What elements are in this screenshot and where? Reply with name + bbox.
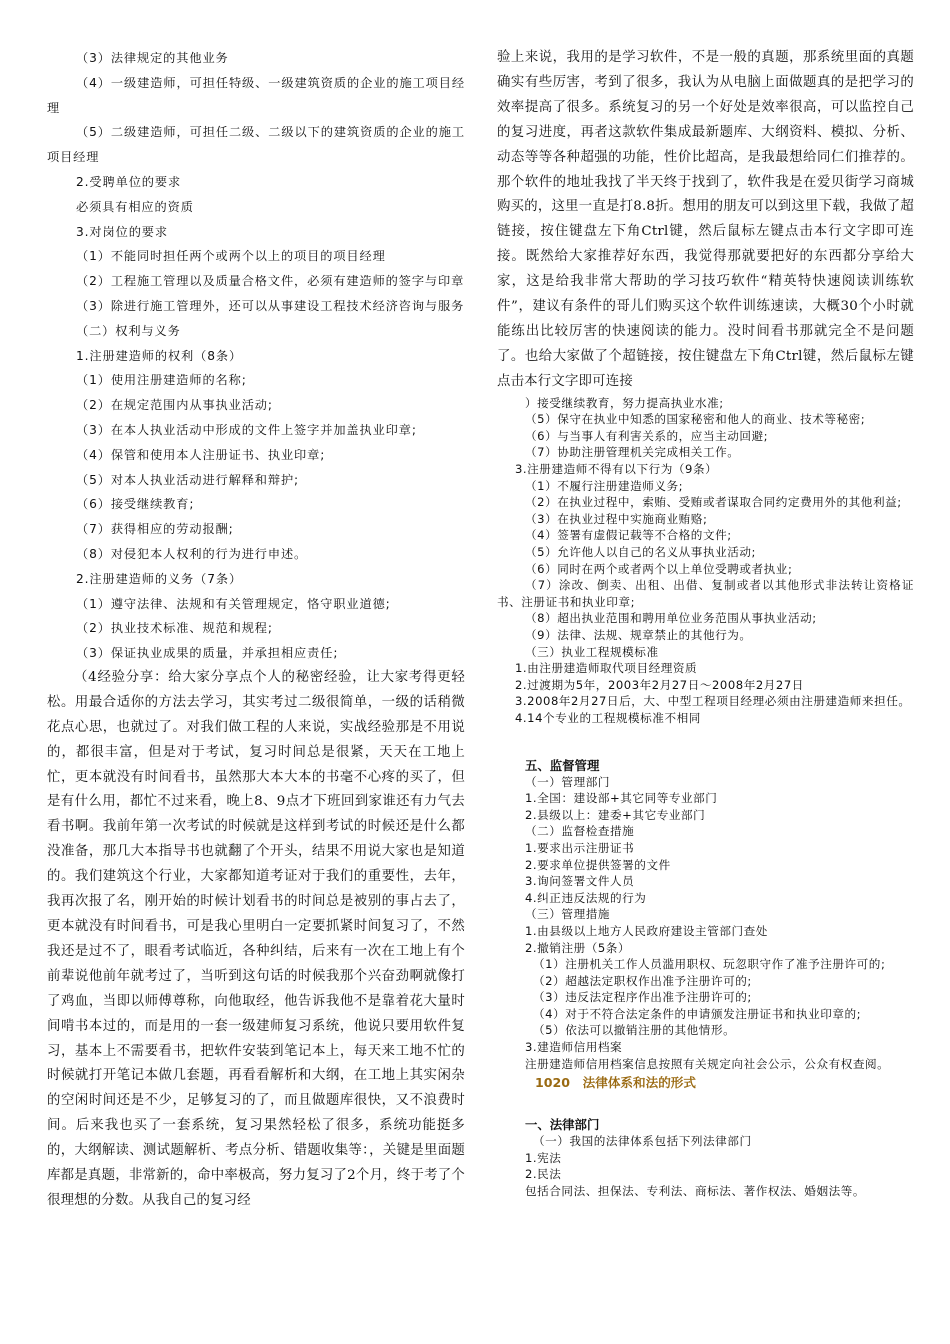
text-line: （6）同时在两个或者两个以上单位受聘或者执业; — [525, 561, 793, 576]
section-title: 1020 法律体系和法的形式 — [535, 1075, 696, 1091]
text-line: （4）保管和使用本人注册证书、执业印章; — [76, 447, 326, 462]
heading-legal-branches: 一、法律部门 — [525, 1117, 600, 1133]
text-line: （一）我国的法律体系包括下列法律部门 — [533, 1134, 752, 1149]
text-line: （1）注册机关工作人员滥用职权、玩忽职守作了准予注册许可的; — [533, 957, 886, 972]
text-line: （3）法律规定的其他业务 — [76, 51, 229, 65]
text-line: 4.纠正违反法规的行为 — [525, 890, 647, 905]
text-line: （5）二级建造师，可担任二级、二级以下的建筑资质的企业的施工项目经理 — [47, 125, 465, 165]
text-line: （三）执业工程规模标准 — [525, 644, 659, 659]
text-line: （6）接受继续教育; — [76, 497, 195, 512]
text-line: （1）不履行注册建造师义务; — [525, 478, 684, 493]
text-line: 3.询问签署文件人员 — [525, 874, 635, 889]
text-line: ）接受继续教育，努力提高执业水准; — [525, 395, 724, 410]
text-line: 2.民法 — [525, 1167, 562, 1182]
text-line: （9）法律、法规、规章禁止的其他行为。 — [525, 628, 752, 642]
text-line: （3）违反法定程序作出准予注册许可的; — [533, 990, 752, 1005]
text-line: （二）权利与义务 — [76, 323, 181, 338]
text-line: （3）保证执业成果的质量，并承担相应责任; — [76, 646, 339, 661]
text-line: （4）签署有虚假记载等不合格的文件; — [525, 528, 732, 543]
text-line: （2）工程施工管理以及质量合格文件，必须有建造师的签字与印章 — [76, 274, 465, 289]
text-line: （2）在执业过程中，索贿、受贿或者谋取合同约定费用外的其他利益; — [525, 495, 902, 510]
text-line: （2）超越法定职权作出准予注册许可的; — [533, 973, 752, 988]
text-line: （3）在本人执业活动中形成的文件上签字并加盖执业印章; — [76, 422, 417, 437]
experience-paragraph-continued: 验上来说，我用的是学习软件，不是一般的真题，那系统里面的真题确实有些厉害，考到了很多，我认为从电脑上面做题真的是把学习的效率提高了很多。系统复习的另一个好处是效率很高，可以监控自己的复习进度，再者这款软件集成最新题库、大纲资料、模拟、分析、动态等等各种超强的功能，性价比超高，是我最想给同仁们推荐的。那个软件的地址我找了半天终于找到了，软件我是在爱贝街学习商城购买的，这里一直是打8.8折。想用的朋友可以到这里下载，我做了超链接，按住键盘左下角Ctrl键，然后鼠标左键点击本行文字即可连接。既然给大家推荐好东西，我觉得那就要把好的东西都分享给大家，这是给我非常大帮助的学习技巧软件“精英特快速阅读训练软件”，建议有条件的哥儿们购买这个软件训练速读，大概30个小时就能练出比较厉害的快速阅读的能力。没时间看书那就完全不是问题了。也给大家做了个超链接，按住键盘左下角Ctrl键，然后鼠标左键点击本行文字即可连接 — [497, 50, 914, 389]
text-line: （3）在执业过程中实施商业贿赂; — [525, 511, 708, 526]
text-line: 2.注册建造师的义务（7条） — [76, 571, 243, 586]
text-line: （5）允许他人以自己的名义从事执业活动; — [525, 545, 756, 560]
text-line: （二）监督检查措施 — [525, 824, 635, 839]
text-line: （三）管理措施 — [525, 907, 611, 922]
text-line: 2.受聘单位的要求 — [76, 174, 182, 189]
text-line: （7）获得相应的劳动报酬; — [76, 522, 234, 537]
text-line: （8）对侵犯本人权利的行为进行申述。 — [76, 546, 308, 561]
text-line: （5）对本人执业活动进行解释和辩护; — [76, 472, 300, 487]
text-line: 注册建造师信用档案信息按照有关规定向社会公示，公众有权查阅。 — [525, 1056, 890, 1071]
text-line: （2）在规定范围内从事执业活动; — [76, 398, 273, 413]
text-line: 2.县级以上：建委+其它专业部门 — [525, 807, 706, 822]
text-line: 2.要求单位提供签署的文件 — [525, 857, 671, 872]
experience-paragraph: （4经验分享：给大家分享点个人的秘密经验，让大家考得更轻松。用最合适你的方法去学习，其实考过二级很简单，一级的话稍微花点心思，也就过了。对我们做工程的人来说，实战经验那是不用说的，都很丰富，但是对于考试，复习时间总是很紧，天天在工地上忙，更本就没有时间看书，虽然那大本大本的书毫不心疼的买了，但是有什么用，都忙不过来看，晚上8、9点才下班回到家谁还有力气去看书啊。我前年第一次考试的时候就是这样到考试的时候还是什么都没准备，那几大本指导书也就翻了个开头，结果不用说大家也是知道的。我们建筑这个行业，大家都知道考证对于我们的重要性，去年，我再次报了名，刚开始的时候计划看书的时间总是被别的事占去了，更本就没有时间看书，可是我心里明白一定要抓紧时间复习了，不然我还是过不了，眼看考试临近，各种纠结，后来有一次在工地上有个前辈说他前年就考过了，当听到这句话的时候我那个兴奋劲啊就像打了鸡血，当即以师傅尊称，向他取经，他告诉我他不是靠着花大量时间啃书本过的，而是用的一套一级建师复习系统，他说只要用软件复习，基本上不需要看书，把软件安装到笔记本上，每天来工地不忙的时候就打开笔记本做几套题，再看看解析和大纲，在工地上其实闲杂的空闲时间还是不少，足够复习的了，而且做题库很快，又不浪费时间。后来我也买了一套系统，复习果然轻松了很多，系统功能挺多的，大纲解读、测试题解析、考点分析、错题收集等：，关键是里面题库都是真题，非常新的，命中率极高，努力复习了2个月，终于考了个很理想的分数。从我自己的复习经 — [47, 669, 465, 1208]
text-line: 3.注册建造师不得有以下行为（9条） — [515, 462, 718, 477]
spacer — [497, 1092, 914, 1102]
text-line: （2）执业技术标准、规范和规程; — [76, 621, 273, 636]
text-line: 3.对岗位的要求 — [76, 224, 168, 239]
text-line: （1）不能同时担任两个或两个以上的项目的项目经理 — [76, 249, 386, 264]
heading-supervision: 五、监督管理 — [525, 757, 600, 773]
text-line: （5）保守在执业中知悉的国家秘密和他人的商业、技术等秘密; — [525, 412, 866, 427]
text-line: 1.全国：建设部+其它同等专业部门 — [525, 791, 718, 806]
legal-branches-list — [497, 1133, 914, 1199]
text-line: （6）与当事人有利害关系的，应当主动回避; — [525, 428, 769, 443]
text-line: （1）遵守法律、法规和有关管理规定，恪守职业道德; — [76, 596, 391, 611]
text-line: 必须具有相应的资质 — [76, 199, 194, 214]
supervision-list — [497, 774, 914, 1073]
text-line: （4）对于不符合法定条件的申请颁发注册证书和执业印章的; — [533, 1006, 862, 1021]
text-line: 4.14个专业的工程规模标准不相同 — [515, 710, 701, 725]
text-line: 1.宪法 — [525, 1150, 562, 1165]
right-column — [497, 46, 914, 1200]
text-line: 2.过渡期为5年，2003年2月27日～2008年2月27日 — [515, 677, 804, 692]
text-line: 1.注册建造师的权利（8条） — [76, 348, 243, 363]
text-line: 1.由注册建造师取代项目经理资质 — [515, 661, 698, 676]
text-line: （4）一级建造师，可担任特级、一级建筑资质的企业的施工项目经理 — [47, 75, 465, 115]
text-line: 3.2008年2月27日后，大、中型工程项目经理必须由注册建造师来担任。 — [515, 694, 911, 709]
text-line: 3.建造师信用档案 — [525, 1040, 623, 1055]
text-line: 1.要求出示注册证书 — [525, 840, 635, 855]
text-line: （5）依法可以撤销注册的其他情形。 — [533, 1023, 736, 1038]
text-line: 1.由县级以上地方人民政府建设主管部门查处 — [525, 923, 768, 938]
text-line: （3）除进行施工管理外，还可以从事建设工程技术经济咨询与服务 — [76, 298, 465, 313]
text-line: （一）管理部门 — [525, 774, 611, 789]
text-line: （7）涂改、倒卖、出租、出借、复制或者以其他形式非法转让资格证书、注册证书和执业印章; — [497, 578, 914, 609]
rights-duties-list — [497, 395, 914, 727]
spacer — [497, 727, 914, 743]
text-line: 包括合同法、担保法、专利法、商标法、著作权法、婚姻法等。 — [525, 1184, 866, 1199]
text-line: （1）使用注册建造师的名称; — [76, 373, 247, 388]
left-column — [47, 46, 465, 1214]
text-line: （7）协助注册管理机关完成相关工作。 — [525, 445, 740, 460]
text-line: 2.撤销注册（5条） — [525, 940, 631, 955]
text-line: （8）超出执业范围和聘用单位业务范围从事执业活动; — [525, 611, 817, 626]
